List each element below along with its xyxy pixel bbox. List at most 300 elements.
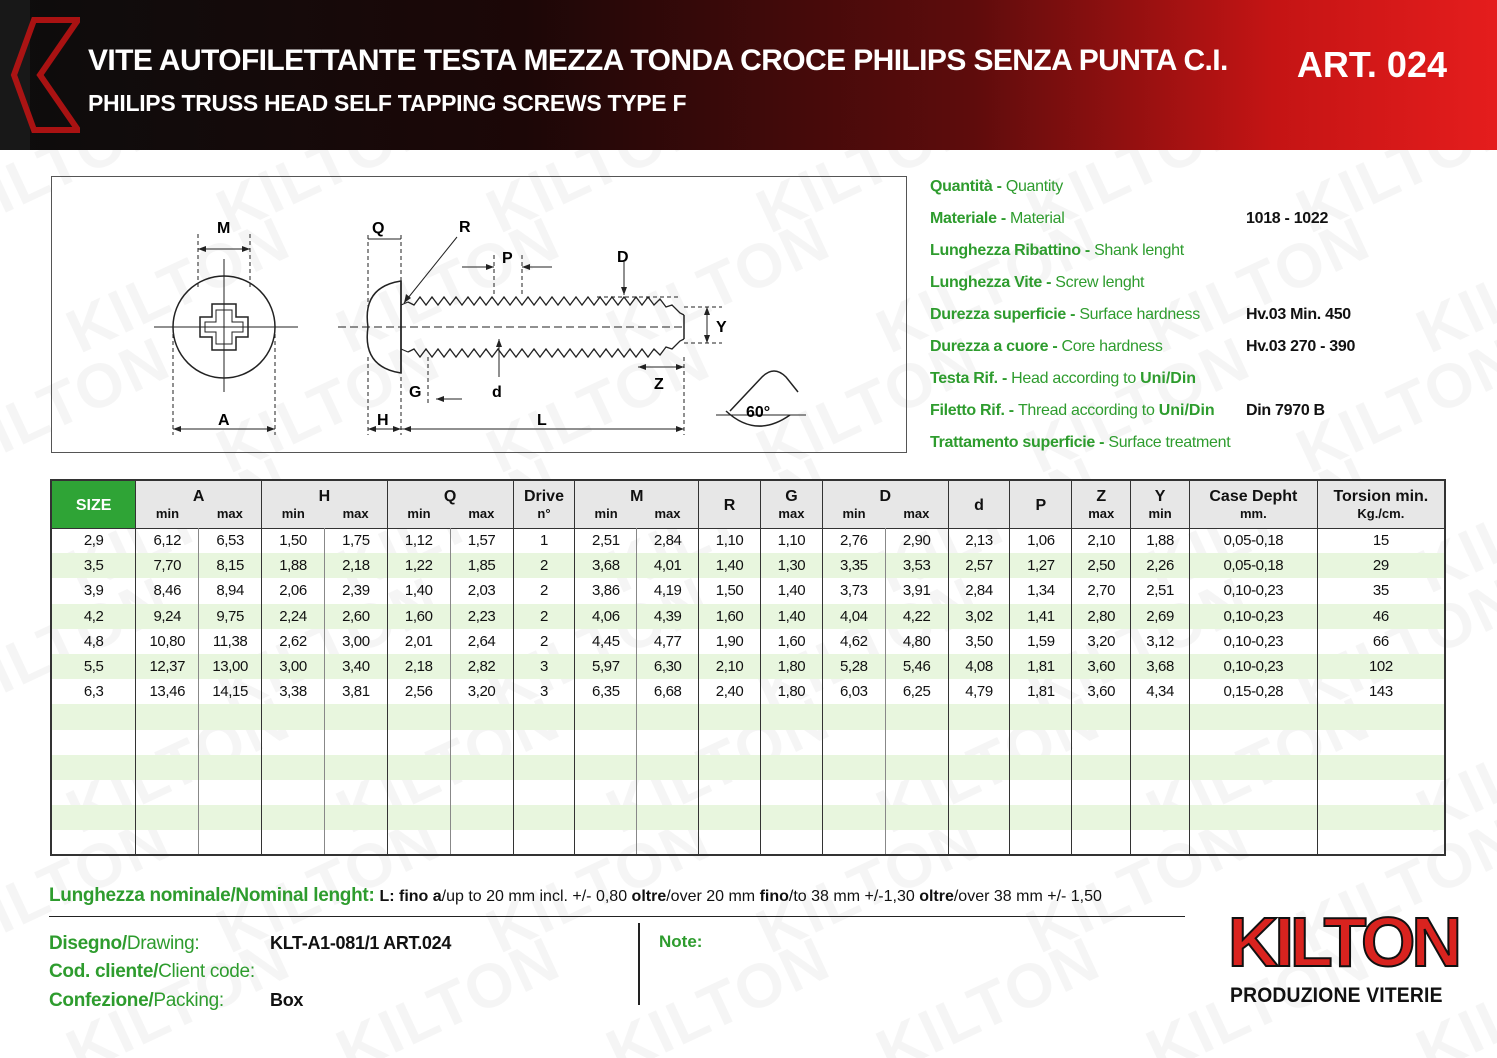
- table-cell: [324, 755, 387, 780]
- table-cell: [51, 704, 136, 729]
- table-cell: [51, 780, 136, 805]
- table-cell: 2,60: [324, 604, 387, 629]
- table-cell: [885, 704, 948, 729]
- table-cell: 2,82: [450, 654, 513, 679]
- table-cell: 2,51: [1131, 578, 1190, 603]
- table-cell: 2,18: [324, 553, 387, 578]
- table-cell: 2,69: [1131, 604, 1190, 629]
- spec-label-it: Durezza superficie -: [930, 306, 1080, 323]
- table-cell: 3,35: [822, 553, 885, 578]
- label-g: G: [409, 384, 422, 401]
- table-cell: [575, 704, 637, 729]
- table-cell: [51, 830, 136, 855]
- footer-divider: [49, 916, 1185, 917]
- label-l: L: [537, 412, 547, 429]
- watermark-text: [866, 923, 1111, 1058]
- spec-row: [930, 402, 1450, 434]
- table-cell: 1,40: [761, 604, 823, 629]
- label-a: A: [218, 412, 230, 429]
- table-cell: 2,90: [885, 528, 948, 553]
- table-cell: 29: [1317, 553, 1445, 578]
- table-cell: [948, 730, 1010, 755]
- table-cell: [637, 730, 699, 755]
- table-cell: 0,10-0,23: [1190, 654, 1318, 679]
- table-cell: 2,64: [450, 629, 513, 654]
- table-cell: 2,51: [575, 528, 637, 553]
- table-cell: 1: [513, 528, 575, 553]
- table-cell: 8,15: [199, 553, 262, 578]
- table-cell: 3,9: [51, 578, 136, 603]
- table-cell: [948, 830, 1010, 855]
- label-d-major: D: [617, 249, 629, 266]
- table-cell: [1317, 780, 1445, 805]
- header-d-minor: d: [948, 480, 1010, 528]
- table-cell: [1072, 780, 1131, 805]
- table-row: [51, 679, 1445, 704]
- page-header: [0, 0, 1497, 150]
- table-cell: 3,68: [575, 553, 637, 578]
- spec-row: [930, 274, 1450, 306]
- packing-label-it: Confezione/: [49, 990, 154, 1011]
- table-cell: 4,22: [885, 604, 948, 629]
- table-cell: 4,08: [948, 654, 1010, 679]
- table-cell: [1317, 805, 1445, 830]
- spec-value: Din 7970 B: [1246, 402, 1325, 419]
- table-cell: [199, 805, 262, 830]
- table-cell: [513, 755, 575, 780]
- table-cell: 35: [1317, 578, 1445, 603]
- header-r: R: [699, 480, 761, 528]
- table-cell: 9,75: [199, 604, 262, 629]
- table-cell: [513, 805, 575, 830]
- spec-label-it: Quantità -: [930, 178, 1006, 195]
- table-cell: 3,20: [1072, 629, 1131, 654]
- drawing-row: [49, 933, 199, 955]
- table-cell: [450, 755, 513, 780]
- table-cell: [637, 805, 699, 830]
- spec-label-it: Lunghezza Vite -: [930, 274, 1056, 291]
- table-row: [51, 805, 1445, 830]
- table-cell: 2,76: [822, 528, 885, 553]
- table-cell: [575, 830, 637, 855]
- table-cell: [51, 805, 136, 830]
- table-cell: [136, 755, 199, 780]
- table-cell: [699, 830, 761, 855]
- sub-max: max: [637, 506, 699, 528]
- table-cell: 3,00: [324, 629, 387, 654]
- label-z: Z: [654, 376, 664, 393]
- table-cell: 8,46: [136, 578, 199, 603]
- table-row: [51, 755, 1445, 780]
- spec-row: [930, 338, 1450, 370]
- sub-min: min: [1131, 506, 1190, 528]
- table-cell: [1317, 730, 1445, 755]
- table-cell: [1010, 704, 1072, 729]
- table-cell: [324, 805, 387, 830]
- label-m: M: [217, 220, 231, 237]
- table-cell: 2,01: [387, 629, 450, 654]
- packing-label-en: Packing:: [153, 990, 224, 1011]
- table-cell: 2: [513, 629, 575, 654]
- table-cell: 3: [513, 679, 575, 704]
- table-cell: [1131, 780, 1190, 805]
- client-label-en: Client code:: [158, 961, 255, 982]
- table-cell: 1,88: [1131, 528, 1190, 553]
- table-cell: [885, 755, 948, 780]
- table-cell: 6,35: [575, 679, 637, 704]
- spec-label-en: Thread according to: [1017, 402, 1159, 419]
- footer-column-divider: [638, 923, 640, 1005]
- client-code-row: [49, 961, 255, 983]
- table-cell: [699, 704, 761, 729]
- spec-label-en: Core hardness: [1061, 338, 1163, 355]
- table-cell: [761, 704, 823, 729]
- spec-row: [930, 178, 1450, 210]
- table-cell: [450, 730, 513, 755]
- table-cell: [450, 704, 513, 729]
- logo-tagline: PRODUZIONE VITERIE: [1230, 984, 1443, 1007]
- label-r: R: [459, 219, 471, 236]
- table-cell: [699, 730, 761, 755]
- table-cell: 2,10: [1072, 528, 1131, 553]
- table-cell: 3: [513, 654, 575, 679]
- table-row: [51, 604, 1445, 629]
- header-size: SIZE: [51, 480, 136, 528]
- spec-label-it: Lunghezza Ribattino -: [930, 242, 1095, 259]
- table-cell: [387, 704, 450, 729]
- table-row: [51, 780, 1445, 805]
- sub-min: min: [136, 506, 199, 528]
- table-cell: 2,56: [387, 679, 450, 704]
- table-cell: [699, 755, 761, 780]
- table-cell: [822, 704, 885, 729]
- screw-side-view: [338, 219, 727, 435]
- table-cell: 1,80: [761, 679, 823, 704]
- table-cell: [199, 755, 262, 780]
- nominal-length-label: Lunghezza nominale/Nominal lenght:: [49, 885, 380, 906]
- table-cell: [513, 704, 575, 729]
- table-cell: [637, 830, 699, 855]
- table-cell: 6,3: [51, 679, 136, 704]
- table-cell: 2,18: [387, 654, 450, 679]
- table-cell: [1317, 704, 1445, 729]
- table-cell: 7,70: [136, 553, 199, 578]
- table-cell: 2,24: [262, 604, 325, 629]
- label-y: Y: [716, 319, 727, 336]
- nominal-length-segment: oltre: [919, 888, 954, 905]
- sub-max: max: [761, 506, 823, 528]
- table-cell: [1131, 805, 1190, 830]
- kilton-k-logo-icon: [0, 0, 80, 150]
- table-cell: [51, 755, 136, 780]
- table-cell: [1131, 730, 1190, 755]
- table-cell: [1190, 755, 1318, 780]
- table-cell: 0,10-0,23: [1190, 629, 1318, 654]
- dimensions-table: [50, 479, 1446, 856]
- table-cell: 0,10-0,23: [1190, 604, 1318, 629]
- drawing-label-it: Disegno/: [49, 933, 127, 954]
- table-cell: [637, 704, 699, 729]
- nominal-length-segment: oltre: [631, 888, 667, 905]
- table-cell: 1,40: [761, 578, 823, 603]
- table-cell: 3,81: [324, 679, 387, 704]
- table-cell: [575, 805, 637, 830]
- spec-label-it: Filetto Rif. -: [930, 402, 1018, 419]
- table-row: [51, 578, 1445, 603]
- table-cell: 4,80: [885, 629, 948, 654]
- table-cell: [1131, 704, 1190, 729]
- table-cell: [822, 755, 885, 780]
- table-cell: [822, 730, 885, 755]
- article-number: ART. 024: [1296, 44, 1447, 85]
- table-cell: [575, 730, 637, 755]
- table-cell: 6,25: [885, 679, 948, 704]
- thread-angle-view: [716, 371, 806, 426]
- sub-case-unit: mm.: [1190, 506, 1318, 528]
- header-drive: Drive: [513, 480, 575, 506]
- table-cell: [761, 780, 823, 805]
- table-cell: [1317, 755, 1445, 780]
- table-cell: 2: [513, 578, 575, 603]
- spec-label-it: Trattamento superficie -: [930, 434, 1109, 451]
- head-front-view: [154, 220, 298, 435]
- table-cell: 3,86: [575, 578, 637, 603]
- label-h: H: [377, 412, 389, 429]
- table-cell: 4,39: [637, 604, 699, 629]
- spec-row: [930, 306, 1450, 338]
- table-cell: [1190, 780, 1318, 805]
- table-cell: 1,75: [324, 528, 387, 553]
- table-cell: 14,15: [199, 679, 262, 704]
- table-row: [51, 830, 1445, 855]
- table-cell: 3,12: [1131, 629, 1190, 654]
- table-cell: 2,26: [1131, 553, 1190, 578]
- table-cell: [822, 780, 885, 805]
- nominal-length-segment: /to 38 mm +/-1,30: [788, 888, 920, 905]
- table-cell: [1190, 805, 1318, 830]
- table-cell: 2,06: [262, 578, 325, 603]
- table-cell: [1010, 830, 1072, 855]
- spec-label-en: Screw lenght: [1055, 274, 1145, 291]
- header-case-depth: Case Depht: [1190, 480, 1318, 506]
- table-cell: 2,70: [1072, 578, 1131, 603]
- spec-value: 1018 - 1022: [1246, 210, 1329, 227]
- table-cell: 4,79: [948, 679, 1010, 704]
- table-cell: [1072, 805, 1131, 830]
- spec-label-en: Shank lenght: [1094, 242, 1184, 259]
- table-cell: 1,40: [387, 578, 450, 603]
- table-cell: 3,91: [885, 578, 948, 603]
- table-cell: 1,59: [1010, 629, 1072, 654]
- table-cell: [761, 755, 823, 780]
- table-cell: [1072, 830, 1131, 855]
- table-cell: 2,9: [51, 528, 136, 553]
- table-cell: [575, 755, 637, 780]
- table-cell: 4,01: [637, 553, 699, 578]
- table-cell: [136, 780, 199, 805]
- table-cell: 1,50: [262, 528, 325, 553]
- table-cell: 143: [1317, 679, 1445, 704]
- table-cell: 2: [513, 604, 575, 629]
- table-cell: [948, 805, 1010, 830]
- table-cell: 4,06: [575, 604, 637, 629]
- table-cell: [136, 830, 199, 855]
- table-cell: 4,2: [51, 604, 136, 629]
- table-cell: [450, 830, 513, 855]
- watermark-text: [596, 923, 841, 1058]
- table-cell: 1,40: [699, 553, 761, 578]
- nominal-length-segment: /up to 20 mm incl. +/- 0,80: [441, 888, 632, 905]
- table-cell: 4,19: [637, 578, 699, 603]
- spec-label-standard: Uni/Din: [1140, 370, 1197, 387]
- table-cell: [1010, 805, 1072, 830]
- table-cell: [387, 730, 450, 755]
- table-cell: [450, 805, 513, 830]
- drawing-value: KLT-A1-081/1 ART.024: [270, 933, 452, 953]
- sub-min: min: [262, 506, 325, 528]
- kilton-logo: [1228, 903, 1459, 1014]
- note-label: Note:: [659, 932, 703, 951]
- table-cell: [761, 830, 823, 855]
- table-cell: [262, 755, 325, 780]
- table-row: [51, 730, 1445, 755]
- technical-drawing: [51, 176, 907, 453]
- sub-torsion-unit: Kg./cm.: [1317, 506, 1445, 528]
- table-cell: [1072, 704, 1131, 729]
- spec-label-standard: Uni/Din: [1158, 402, 1215, 419]
- table-cell: 3,20: [450, 679, 513, 704]
- table-cell: 0,05-0,18: [1190, 528, 1318, 553]
- sub-min: min: [387, 506, 450, 528]
- table-cell: 2: [513, 553, 575, 578]
- table-cell: 10,80: [136, 629, 199, 654]
- table-cell: 5,28: [822, 654, 885, 679]
- table-cell: 1,60: [761, 629, 823, 654]
- table-cell: 1,90: [699, 629, 761, 654]
- table-cell: 13,46: [136, 679, 199, 704]
- sub-max: max: [450, 506, 513, 528]
- table-cell: [1131, 830, 1190, 855]
- table-cell: [699, 805, 761, 830]
- table-cell: 4,8: [51, 629, 136, 654]
- table-cell: 2,40: [699, 679, 761, 704]
- table-cell: [761, 730, 823, 755]
- table-cell: 5,5: [51, 654, 136, 679]
- header-d-major: D: [822, 480, 948, 506]
- table-cell: 1,41: [1010, 604, 1072, 629]
- header-g: G: [761, 480, 823, 506]
- table-cell: [387, 830, 450, 855]
- header-torsion: Torsion min.: [1317, 480, 1445, 506]
- table-cell: [1072, 755, 1131, 780]
- table-cell: [387, 780, 450, 805]
- table-cell: [948, 755, 1010, 780]
- table-cell: [513, 780, 575, 805]
- table-cell: 2,10: [699, 654, 761, 679]
- table-cell: [136, 730, 199, 755]
- table-cell: 3,60: [1072, 654, 1131, 679]
- table-cell: 0,15-0,28: [1190, 679, 1318, 704]
- table-cell: [324, 780, 387, 805]
- table-cell: [324, 730, 387, 755]
- table-cell: 4,04: [822, 604, 885, 629]
- sub-max: max: [885, 506, 948, 528]
- table-cell: 15: [1317, 528, 1445, 553]
- table-cell: 1,80: [761, 654, 823, 679]
- spec-value: Hv.03 Min. 450: [1246, 306, 1351, 323]
- table-cell: 1,27: [1010, 553, 1072, 578]
- sub-min: min: [822, 506, 885, 528]
- table-cell: [513, 730, 575, 755]
- table-cell: [1072, 730, 1131, 755]
- header-q: Q: [387, 480, 513, 506]
- table-cell: [1010, 780, 1072, 805]
- table-cell: [1010, 730, 1072, 755]
- table-cell: [1190, 830, 1318, 855]
- table-cell: 6,12: [136, 528, 199, 553]
- table-cell: 5,97: [575, 654, 637, 679]
- table-cell: 1,85: [450, 553, 513, 578]
- nominal-length-segment: fino: [759, 888, 789, 905]
- table-cell: 1,57: [450, 528, 513, 553]
- table-cell: [761, 805, 823, 830]
- table-cell: 4,45: [575, 629, 637, 654]
- spec-label-en: Surface treatment: [1108, 434, 1231, 451]
- nominal-length-segment: /over 38 mm +/- 1,50: [953, 888, 1102, 905]
- table-cell: 1,06: [1010, 528, 1072, 553]
- nominal-length-text: [379, 888, 1101, 905]
- table-cell: 3,50: [948, 629, 1010, 654]
- header-y: Y: [1131, 480, 1190, 506]
- table-cell: [1010, 755, 1072, 780]
- drawing-label-en: Drawing:: [126, 933, 200, 954]
- table-cell: [1131, 755, 1190, 780]
- table-cell: 3,53: [885, 553, 948, 578]
- table-cell: 2,84: [637, 528, 699, 553]
- table-cell: [822, 830, 885, 855]
- table-cell: [324, 704, 387, 729]
- sub-max: max: [199, 506, 262, 528]
- table-cell: 1,88: [262, 553, 325, 578]
- table-cell: 8,94: [199, 578, 262, 603]
- table-cell: 1,10: [699, 528, 761, 553]
- table-cell: [1317, 830, 1445, 855]
- table-cell: 4,62: [822, 629, 885, 654]
- header-m: M: [575, 480, 699, 506]
- table-cell: [324, 830, 387, 855]
- sub-max: max: [1072, 506, 1131, 528]
- table-cell: 2,50: [1072, 553, 1131, 578]
- table-cell: [262, 780, 325, 805]
- table-cell: 102: [1317, 654, 1445, 679]
- table-cell: 1,30: [761, 553, 823, 578]
- client-label-it: Cod. cliente/: [49, 961, 159, 982]
- header-z: Z: [1072, 480, 1131, 506]
- table-cell: [387, 805, 450, 830]
- table-row: [51, 528, 1445, 553]
- table-cell: 5,46: [885, 654, 948, 679]
- table-cell: [513, 830, 575, 855]
- label-d-minor: d: [492, 384, 502, 401]
- table-cell: [885, 805, 948, 830]
- header-h: H: [262, 480, 388, 506]
- spec-row: [930, 370, 1450, 402]
- table-cell: 6,30: [637, 654, 699, 679]
- table-cell: 2,23: [450, 604, 513, 629]
- nominal-length-segment: /over 20 mm: [666, 888, 760, 905]
- label-p: P: [502, 250, 513, 267]
- table-row: [51, 553, 1445, 578]
